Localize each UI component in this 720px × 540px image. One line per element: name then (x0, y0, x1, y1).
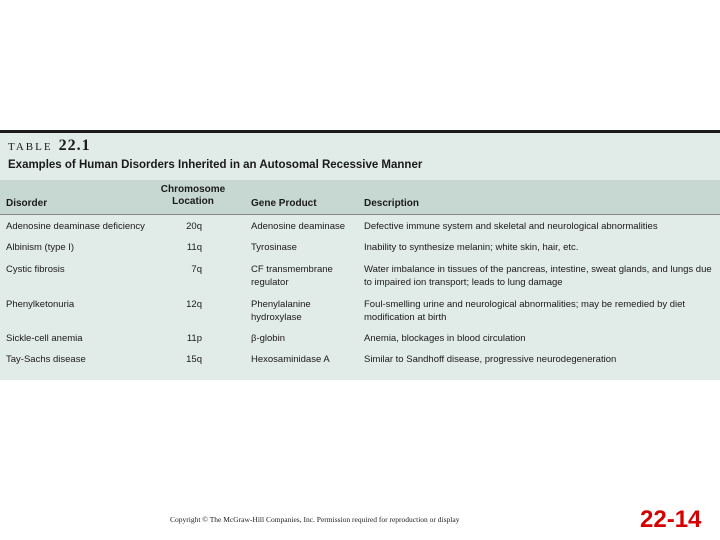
cell-disorder: Cystic fibrosis (6, 264, 65, 275)
cell-location: 11q (186, 242, 202, 253)
cell-disorder: Adenosine deaminase deficiency (6, 221, 145, 232)
cell-description: Inability to synthesize melanin; white skin, hair, etc. (364, 242, 579, 253)
cell-location: 7q (191, 264, 202, 275)
cell-disorder: Phenylketonuria (6, 299, 75, 310)
cell-location: 15q (186, 354, 202, 365)
cell-location: 11p (186, 333, 202, 344)
cell-location: 20q (186, 221, 202, 232)
cell-description: Water imbalance in tissues of the pancreas, intestine, sweat glands, and lungs due to impaired ion transport; leads to lung damage (364, 264, 712, 288)
table-header (0, 180, 720, 215)
header-description: Description (364, 198, 420, 209)
cell-description: Anemia, blockages in blood circulation (364, 333, 526, 344)
copyright-notice: Copyright © The McGraw-Hill Companies, Inc. Permission required for reproduction or display (170, 515, 460, 524)
cell-description: Foul-smelling urine and neurological abnormalities; may be remedied by diet modification at birth (364, 299, 686, 323)
header-gene-product: Gene Product (251, 198, 317, 209)
cell-gene-product: β-globin (251, 333, 285, 344)
table-label-number: 22.1 (58, 137, 91, 154)
cell-disorder: Tay-Sachs disease (6, 354, 86, 365)
cell-location: 12q (186, 299, 202, 310)
cell-disorder: Sickle-cell anemia (6, 333, 83, 344)
cell-description: Defective immune system and skeletal and neurological abnormalities (364, 221, 658, 232)
table-label-word: TABLE (8, 141, 53, 153)
cell-description: Similar to Sandhoff disease, progressive neurodegeneration (364, 354, 617, 365)
table-title (8, 137, 91, 155)
header-disorder: Disorder (6, 198, 48, 209)
cell-gene-product: Phenylalanine hydroxylase (251, 299, 311, 323)
cell-gene-product: Hexosaminidase A (251, 354, 330, 365)
table-panel (0, 130, 720, 380)
table-caption: Examples of Human Disorders Inherited in an Autosomal Recessive Manner (8, 159, 423, 171)
header-chromosome-location: Chromosome Location (160, 184, 226, 207)
cell-gene-product: Tyrosinase (251, 242, 297, 253)
cell-gene-product: Adenosine deaminase (251, 221, 346, 232)
cell-disorder: Albinism (type I) (6, 242, 75, 253)
cell-gene-product: CF transmembrane regulator (251, 264, 333, 288)
slide-number: 22-14 (640, 506, 702, 533)
